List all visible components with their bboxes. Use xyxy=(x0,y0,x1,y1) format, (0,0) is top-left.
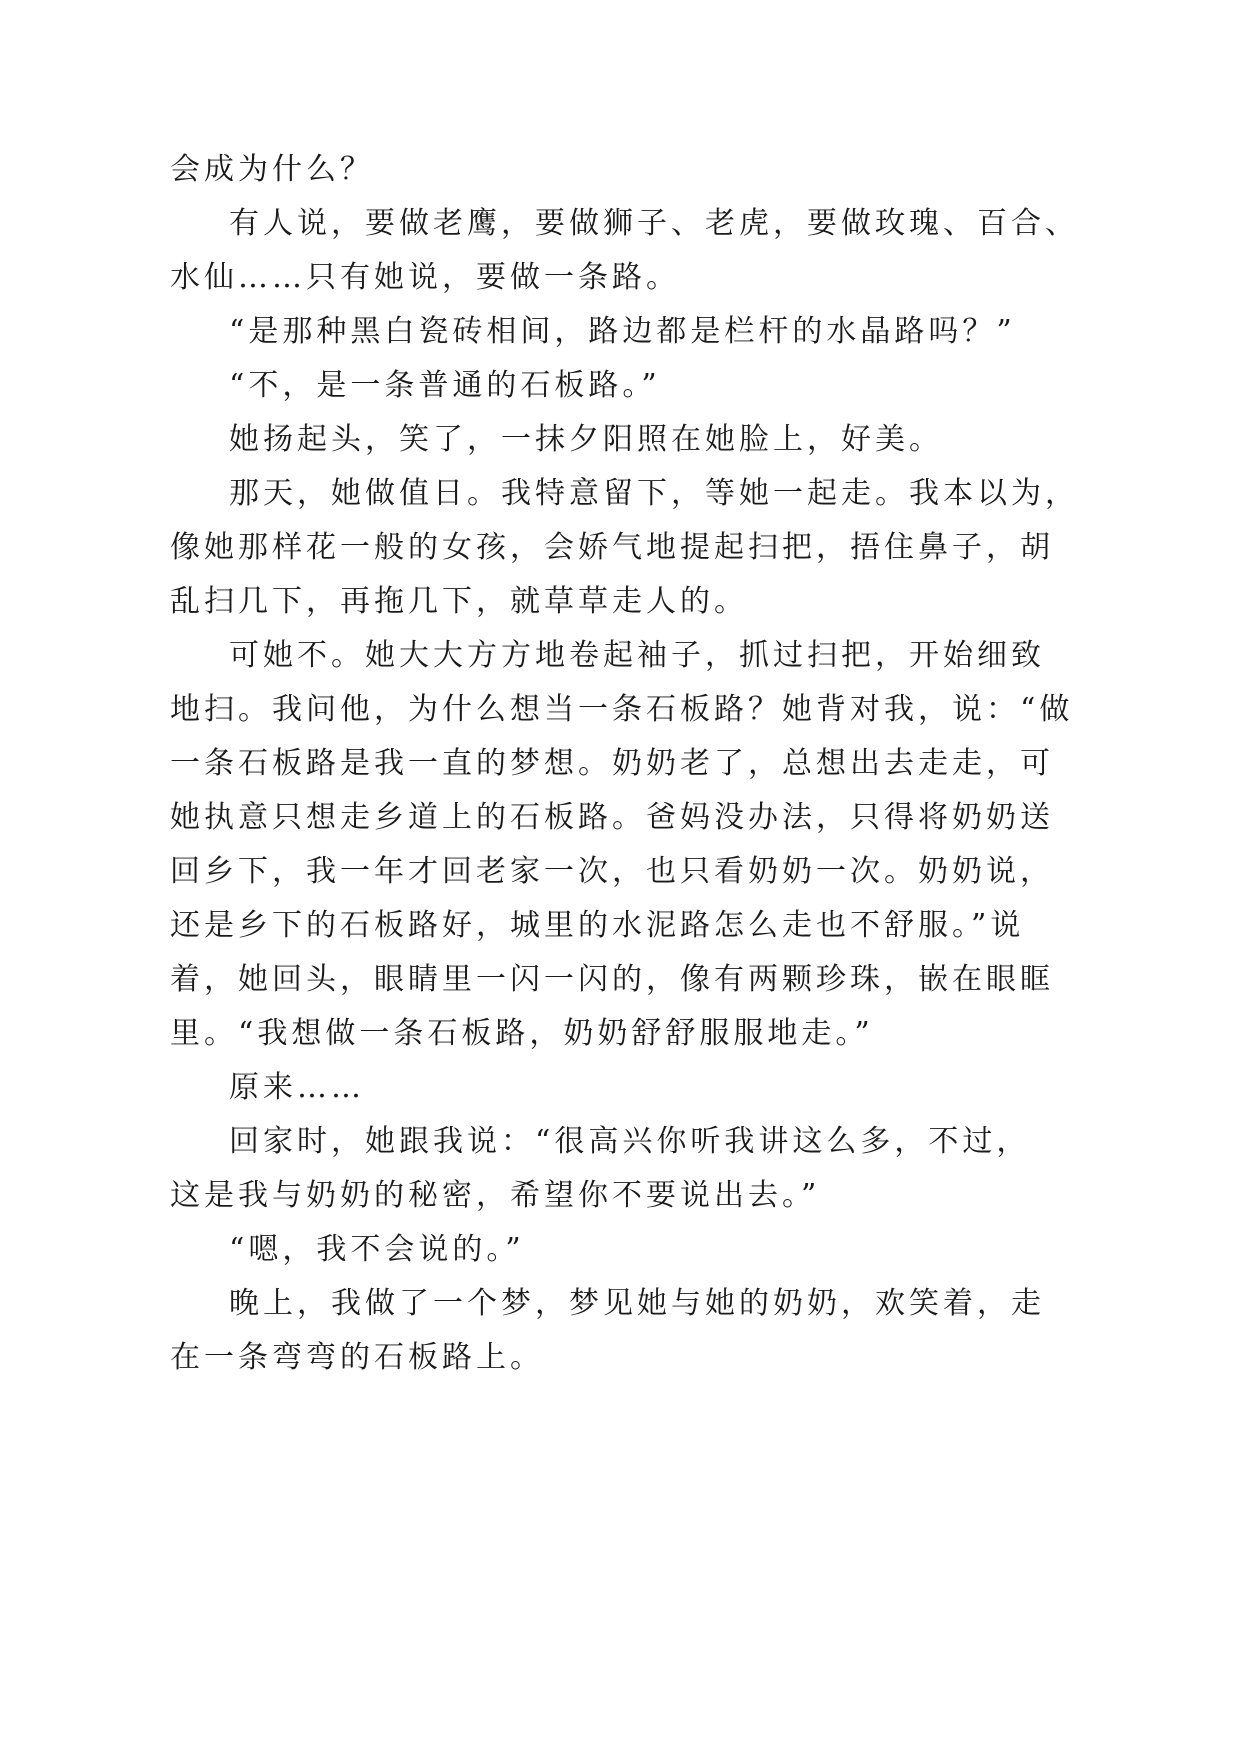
text-line: 里。“我想做一条石板路，奶奶舒舒服服地走。” xyxy=(170,1016,874,1051)
text-line: 原来…… xyxy=(229,1070,365,1105)
text-line: 晚上，我做了一个梦，梦见她与她的奶奶，欢笑着，走 xyxy=(229,1286,1045,1321)
text-line: 还是乡下的石板路好，城里的水泥路怎么走也不舒服。”说 xyxy=(170,908,1025,943)
text-line: 她扬起头，笑了，一抹夕阳照在她脸上，好美。 xyxy=(229,422,943,457)
text-line: 水仙……只有她说，要做一条路。 xyxy=(170,260,680,295)
text-line: 着，她回头，眼睛里一闪一闪的，像有两颗珍珠，嵌在眼眶 xyxy=(170,962,1054,997)
text-line: 乱扫几下，再拖几下，就草草走人的。 xyxy=(170,584,748,619)
text-line: 会成为什么？ xyxy=(170,152,374,187)
text-line: 回乡下，我一年才回老家一次，也只看奶奶一次。奶奶说， xyxy=(170,854,1054,889)
text-line: “是那种黑白瓷砖相间，路边都是栏杆的水晶路吗？” xyxy=(229,314,1016,349)
text-line: 这是我与奶奶的秘密，希望你不要说出去。” xyxy=(170,1178,821,1213)
text-line: “不，是一条普通的石板路。” xyxy=(229,368,661,403)
text-line: “嗯，我不会说的。” xyxy=(229,1232,525,1267)
text-line: 她执意只想走乡道上的石板路。爸妈没办法，只得将奶奶送 xyxy=(170,800,1054,835)
text-line: 可她不。她大大方方地卷起袖子，抓过扫把，开始细致 xyxy=(229,638,1045,673)
text-line: 像她那样花一般的女孩，会娇气地提起扫把，捂住鼻子，胡 xyxy=(170,530,1054,565)
text-line: 一条石板路是我一直的梦想。奶奶老了，总想出去走走，可 xyxy=(170,746,1054,781)
text-line: 那天，她做值日。我特意留下，等她一起走。我本以为， xyxy=(229,476,1079,511)
text-line: 地扫。我问他，为什么想当一条石板路？她背对我，说：“做 xyxy=(170,692,1074,727)
text-line: 在一条弯弯的石板路上。 xyxy=(170,1340,544,1375)
text-line: 回家时，她跟我说：“很高兴你听我讲这么多，不过， xyxy=(229,1124,1031,1159)
text-line: 有人说，要做老鹰，要做狮子、老虎，要做玫瑰、百合、 xyxy=(229,206,1079,241)
